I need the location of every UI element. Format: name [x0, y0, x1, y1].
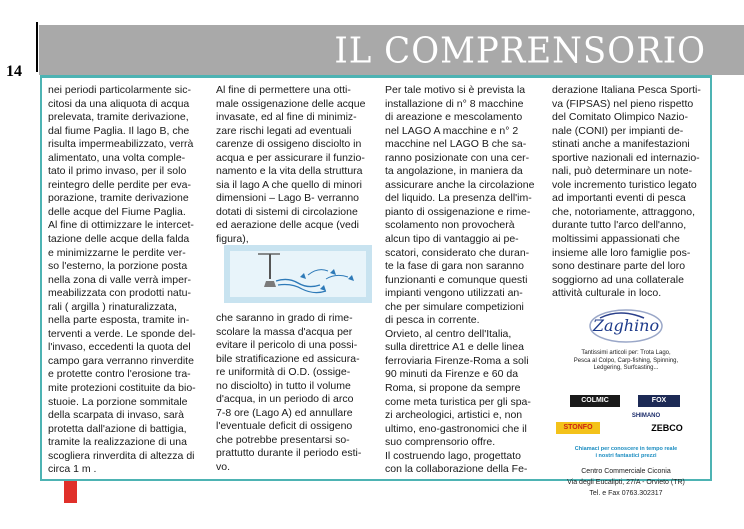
article-text-line: nella zona di valle verrà imper- [48, 273, 191, 286]
aerator-illustration [230, 251, 366, 297]
page-number: 14 [6, 63, 22, 80]
article-text-line: del Comitato Olimpico Nazio- [552, 111, 688, 124]
article-text-line: va (FIPSAS) nel pieno rispetto [552, 97, 694, 110]
top-margin [0, 0, 744, 22]
article-text-line: Per tale motivo si è prevista la [385, 84, 526, 96]
article-text-line: nali, può determinare un note- [552, 165, 693, 178]
article-text-line: alimentato, una volta comple- [48, 151, 186, 164]
article-text-line: l'eventuale deficit di ossigeno [216, 420, 353, 433]
fox-logo: FOX [638, 395, 680, 407]
article-text-line: durante tutto l'arco dell'anno, [552, 219, 687, 232]
colmic-logo: COLMIC [570, 395, 620, 407]
article-text-line: mite protezioni costituite da bio- [48, 382, 196, 395]
article-text-line: so l'esterno, la porzione posta [48, 260, 188, 273]
article-text-line: circa 1 m . [48, 463, 97, 476]
ad-address-line: Via degli Eucalipti, 27/A - Orvieto (TR) [567, 479, 685, 486]
article-text-line: 7-8 ore (Lago A) ed annullare [216, 406, 353, 419]
article-text-line: dimensioni – Lago B- verranno [216, 192, 360, 205]
zaghino-logo-graphic [586, 304, 666, 346]
article-text-line: terventi a verde. Le sponde del- [48, 327, 196, 340]
ad-promo [546, 446, 706, 460]
article-text-line: vo. [216, 461, 231, 474]
article-text-line: ranno posizionate con una cer- [385, 151, 530, 164]
article-text-line: scolamento non provocherà [385, 219, 515, 232]
article-text-line: sportive nazionali ed internazio- [552, 151, 700, 164]
article-column-1 [48, 84, 210, 477]
article-text-line: zare rischi legati ad eventuali [216, 124, 352, 137]
section-title: IL COMPRENSORIO [334, 30, 706, 72]
article-text-line: prattutto durante il periodo esti- [216, 447, 362, 460]
article-text-line: invasate, ed al fine di minimiz- [216, 111, 357, 124]
ad-promo-line: i nostri fantastici prezzi [595, 453, 657, 459]
article-text-line: sulla direttrice A1 e delle linea [385, 341, 524, 354]
article-text-line: suo comprensorio offre. [385, 436, 496, 449]
article-text-line: installazione di n° 8 macchine [385, 97, 524, 110]
article-column-2 [216, 84, 378, 247]
ad-address-line: Tel. e Fax 0763.302317 [589, 490, 663, 497]
article-text-line: re uniformità di O.D. (ossige- [216, 366, 351, 379]
article-text-line: che potrebbe presentarsi so- [216, 433, 350, 446]
zaghino-logo-text: Zaghino [592, 316, 660, 335]
article-text-line: rali ( argilla ) rinaturalizzata, [48, 300, 177, 313]
article-text-line: insieme alle loro famiglie pos- [552, 246, 691, 259]
article-text-line: nel LAGO A macchine e n° 2 [385, 124, 519, 137]
article-text-line: Al fine di permettere una otti- [216, 84, 351, 96]
article-text-line: assicurare anche la circolazione [385, 178, 535, 191]
header-rule [36, 22, 38, 72]
zaghino-logo [586, 304, 666, 346]
article-text-line: te la fase di gara non saranno [385, 260, 524, 273]
ad-promo-line: Chiamaci per conoscere in tempo reale [574, 446, 678, 452]
article-text-line: che, notoriamente, attraggono, [552, 205, 696, 218]
article-text-line: nei periodi particolarmente sic- [48, 84, 191, 96]
article-text-line: e protette contro l'erosione tra- [48, 368, 191, 381]
article-text-line: impianti vengono utilizzati an- [385, 287, 523, 300]
article-text-line: stinati anche a manifestazioni [552, 138, 690, 151]
article-text-line: pianto di ossigenazione e rime- [385, 205, 531, 218]
article-column-4 [552, 84, 704, 301]
article-text-line: reintegro delle perdite per eva- [48, 178, 192, 191]
article-text-line: e minimizzarne le perdite ver- [48, 246, 186, 259]
article-text-line: attività culturale in loco. [552, 287, 662, 300]
article-text-line: alcun tipo di vantaggio ai pe- [385, 233, 519, 246]
article-text-line: ferroviaria Firenze-Roma a soli [385, 354, 529, 367]
stonfo-logo: STONFO [556, 422, 600, 434]
article-text-line: no disciolto) in tutto il volume [216, 379, 351, 392]
shimano-logo: SHIMANO [626, 410, 666, 422]
article-text-line: d'acqua, in un periodo di arco [216, 393, 354, 406]
article-text-line: scolare la massa d'acqua per [216, 325, 353, 338]
article-text-line: porazione, tramite derivazione [48, 192, 189, 205]
aeration-figure [224, 245, 372, 303]
article-text-line: meabilizzata con prodotti natu- [48, 287, 191, 300]
article-text-line: ta angolazione, in maniera da [385, 165, 523, 178]
article-text-line: nale (CONI) per impianti de- [552, 124, 684, 137]
article-text-line: tato il primo invaso, per il solo [48, 165, 187, 178]
article-text-line: ad importanti eventi di pesca [552, 192, 686, 205]
article-text-line: sia il lago A che quello di minori [216, 178, 362, 191]
article-text-line: con la collaborazione della Fe- [385, 463, 528, 476]
article-text-line: evitare il pericolo di una possi- [216, 339, 358, 352]
article-text-line: ultimo, eno-gastronomici che il [385, 422, 527, 435]
article-text-line: l'invaso, eccedenti la quota del [48, 341, 191, 354]
article-text-line: nella parte esposta, tramite in- [48, 314, 190, 327]
article-text-line: 90 minuti da Firenze e 60 da [385, 368, 519, 381]
article-text-line: che saranno in grado di rime- [216, 312, 353, 324]
article-text-line: tazione delle acque della falda [48, 233, 190, 246]
article-text-line: campo gara verranno rinverdite [48, 354, 194, 367]
article-text-line: Orvieto, al centro dell'Italia, [385, 327, 512, 340]
advertisement[interactable] [546, 302, 706, 497]
article-text-line: macchine nel LAGO B che sa- [385, 138, 527, 151]
article-text-line: prelevata, tramite derivazione, [48, 111, 189, 124]
article-text-line: derazione Italiana Pesca Sporti- [552, 84, 701, 96]
zebco-logo: ZEBCO [646, 422, 688, 434]
article-text-line: come meta turistica per gli spa- [385, 395, 531, 408]
article-text-line: bile stratificazione ed assicura- [216, 352, 360, 365]
article-text-line: dal fiume Paglia. Il lago B, che [48, 124, 190, 137]
article-text-line: della scarpata di invaso, sarà [48, 409, 184, 422]
article-text-line: Il costruendo lago, progettato [385, 449, 522, 462]
article-text-line: che per simulare competizioni [385, 300, 524, 313]
article-text-line: stuoie. La porzione sommitale [48, 395, 188, 408]
article-text-line: tramite la realizzazione di una [48, 436, 187, 449]
article-text-line: dotati di sistemi di circolazione [216, 205, 358, 218]
article-text-line: ed aerazione delle acque (vedi [216, 219, 360, 232]
red-marker [64, 481, 77, 503]
article-text-line: zi archeologici, artistici e, non [385, 409, 523, 422]
article-text-line: scatori, considerato che duran- [385, 246, 530, 259]
article-text-line: del liquido. La presenza dell'im- [385, 192, 532, 205]
article-text-line: protetta dall'azione di battigia, [48, 422, 187, 435]
ad-tagline-line: Pesca al Colpo, Carp-fishing, Spinning, [573, 357, 679, 364]
ad-tagline-line: Ledgering, Surfcasting... [593, 365, 659, 371]
ad-address [546, 466, 706, 499]
article-text-line: male ossigenazione delle acque [216, 97, 366, 110]
article-text-line: risulta impermeabilizzato, verrà [48, 138, 194, 151]
article-text-line: Roma, si propone da sempre [385, 382, 521, 395]
article-text-line: sono destinare parte del loro [552, 260, 686, 273]
article-text-line: di pesca in corrente. [385, 314, 480, 327]
ad-tagline-line: Tantissimi articoli per: Trota Lago, [581, 350, 671, 356]
article-text-line: figura), [216, 233, 249, 246]
article-text-line: namento e la vita della struttura [216, 165, 363, 178]
ad-tagline [546, 350, 706, 373]
article-text-line: citosi da una aliquota di acqua [48, 97, 190, 110]
article-column-2-continued [216, 312, 378, 475]
article-text-line: delle acque del Fiume Paglia. [48, 205, 186, 218]
aeration-diagram [230, 251, 366, 297]
article-text-line: di areazione e mescolamento [385, 111, 523, 124]
article-text-line: carenze di ossigeno disciolto in [216, 138, 362, 151]
ad-address-line: Centro Commerciale Ciconia [581, 468, 671, 475]
section-header [39, 25, 744, 75]
article-text-line: scogliera rinverdita di altezza di [48, 449, 195, 462]
article-text-line: funzionanti e comunque questi [385, 273, 528, 286]
article-column-3 [385, 84, 545, 477]
article-text-line: soggiorno ad una collaterale [552, 273, 684, 286]
article-text-line: moltissimi appassionati che [552, 233, 680, 246]
article-text-line: Al fine di ottimizzare le intercet- [48, 219, 194, 232]
article-text-line: acqua e per assicurare il funzio- [216, 151, 365, 164]
article-text-line: vole incremento turistico legato [552, 178, 697, 191]
